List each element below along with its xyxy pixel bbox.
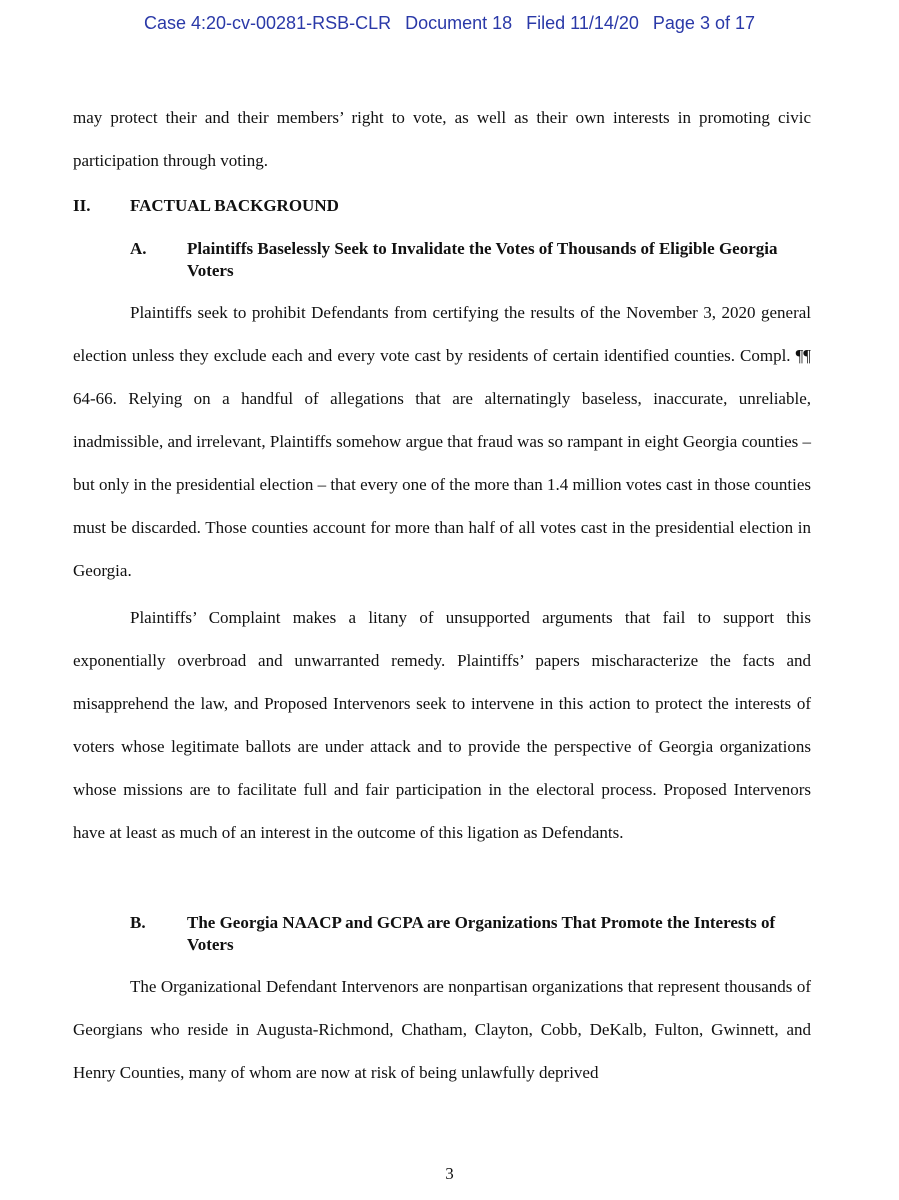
page-of-total: Page 3 of 17 xyxy=(652,13,755,33)
paragraph-a2: Plaintiffs’ Complaint makes a litany of unsupported arguments that fail to support this exponentially overbroad and unwarranted remedy. Plaintiffs’ papers mischaracterize the facts and misapprehend the law, and Proposed Intervenors seek to intervene in this action to protect the interests of voters whose legitimate ballots are under attack and to provide the perspective of Georgia organizations whose missions are to facilitate full and fair participation in the electoral process. Proposed Intervenors have at least as much of an interest in the outcome of this ligation as Defendants. xyxy=(73,608,811,842)
subsection-heading-b xyxy=(130,912,790,956)
document-number: Document 18 xyxy=(405,13,513,33)
section-number: II. xyxy=(73,196,91,215)
section-heading-ii xyxy=(73,195,339,217)
subsection-title: Plaintiffs Baselessly Seek to Invalidate the Votes of Thousands of Eligible Georgia Voters xyxy=(187,239,778,280)
section-title: FACTUAL BACKGROUND xyxy=(130,196,339,215)
subsection-heading-a xyxy=(130,238,790,282)
paragraph-b1: The Organizational Defendant Intervenors are nonpartisan organizations that represent thousands of Georgians who reside in Augusta-Richmond, Chatham, Clayton, Cobb, DeKalb, Fulton, Gwinnett, and Henry Counties, many of whom are now at risk of being unlawfully deprived xyxy=(73,977,811,1082)
case-number: Case 4:20-cv-00281-RSB-CLR xyxy=(143,13,392,33)
subsection-letter: B. xyxy=(130,913,146,932)
page-number: 3 xyxy=(445,1164,454,1183)
subsection-title: The Georgia NAACP and GCPA are Organizations That Promote the Interests of Voters xyxy=(187,913,776,954)
intro-paragraph: may protect their and their members’ right to vote, as well as their own interests in promoting civic participation through voting. xyxy=(73,108,811,170)
paragraph-a1: Plaintiffs seek to prohibit Defendants from certifying the results of the November 3, 2020 general election unless they exclude each and every vote cast by residents of certain identified counties. Compl. ¶¶ 64-66. Relying on a handful of allegations that are alternatingly baseless, inaccurate, unreliable, inadmissible, and irrelevant, Plaintiffs somehow argue that fraud was so rampant in eight Georgia counties – but only in the presidential election – that every one of the more than 1.4 million votes cast in those counties must be discarded. Those counties account for more than half of all votes cast in the presidential election in Georgia. xyxy=(73,303,811,580)
filing-header xyxy=(0,13,899,34)
subsection-letter: A. xyxy=(130,239,147,258)
filed-date: Filed 11/14/20 xyxy=(526,13,639,33)
